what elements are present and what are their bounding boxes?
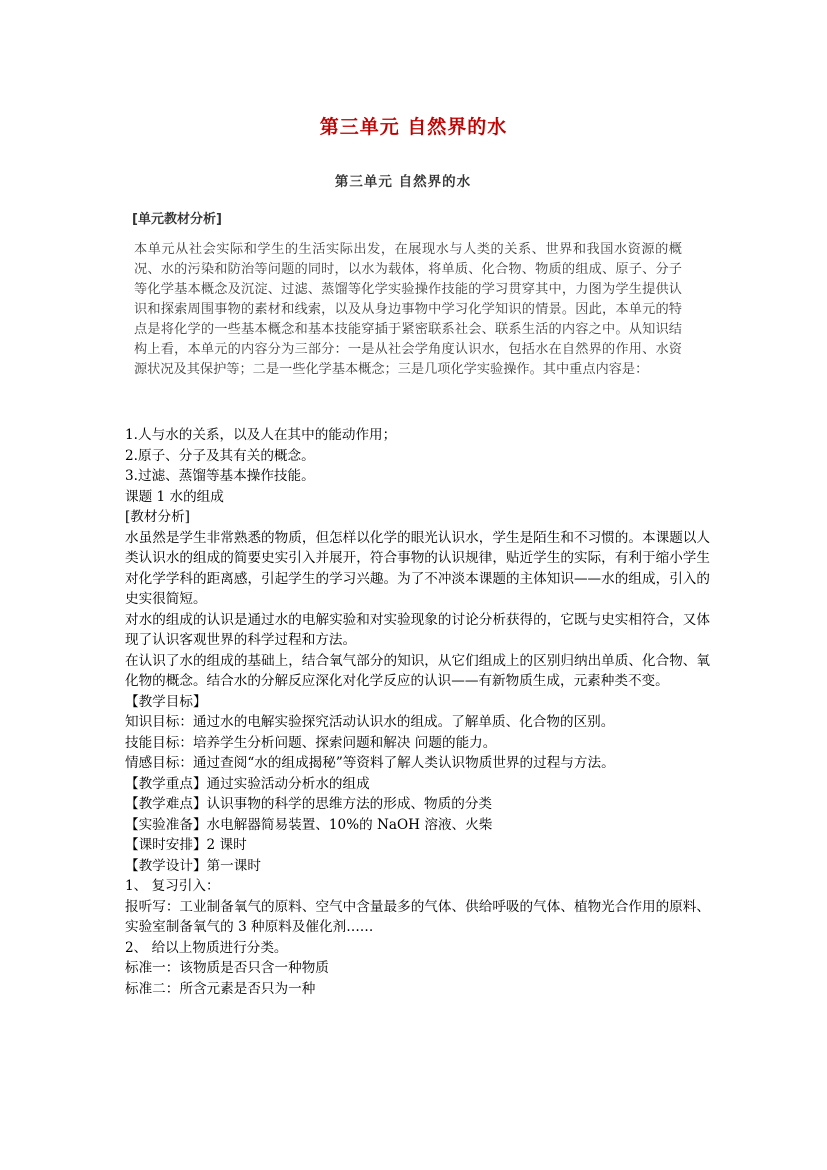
- paragraph: 在认识了水的组成的基础上，结合氧气部分的知识，从它们组成上的区别归纳出单质、化合物、氧化物的概念。结合水的分解反应深化对化学反应的认识——有新物质生成，元素种类不变。: [125, 652, 710, 689]
- lesson-heading: 课题 1 水的组成: [125, 488, 224, 505]
- text-line: 情感目标：通过查阅“水的组成揭秘”等资料了解人类认识物质世界的过程与方法。: [125, 755, 615, 771]
- text-line: 【实验准备】水电解器简易装置、10%的 NaOH 溶液、火柴: [125, 816, 493, 833]
- text-line: 3.过滤、蒸馏等基本操作技能。: [125, 468, 315, 484]
- text-line: 【教学难点】认识事物的科学的思维方法的形成、物质的分类: [125, 796, 493, 812]
- section-heading: 【教学目标】: [125, 693, 207, 710]
- text-line: 标准一：该物质是否只含一种物质: [125, 960, 329, 976]
- paragraph: 报听写：工业制备氧气的原料、空气中含量最多的气体、供给呼吸的气体、植物光合作用的原料、实验室制备氧气的 3 种原料及催化剂……: [125, 898, 710, 935]
- text-line: 1、 复习引入：: [125, 878, 220, 894]
- image-subtitle: 第三单元 自然界的水: [334, 174, 472, 190]
- paragraph: 对水的组成的认识是通过水的电解实验和对实验现象的讨论分析获得的，它既与史实相符合，又体现了认识客观世界的科学过程和方法。: [125, 611, 710, 648]
- text-line: 2.原子、分子及其有关的概念。: [125, 447, 315, 464]
- image-paragraph: 本单元从社会实际和学生的生活实际出发，在展现水与人类的关系、世界和我国水资源的概况、水的污染和防治等问题的同时，以水为载体，将单质、化合物、物质的组成、原子、分子等化学基本概念及沉淀、过滤、蒸馏等化学实验操作技能的学习贯穿其中，力图为学生提供认识和探索周围事物的素材和线索，以及从身边事物中学习化学知识的情景。因此，本单元的特点是将化学的一些基本概念和基本技能穿插于紧密联系社会、联系生活的内容之中。从知识结构上看，本单元的内容分为三部分：一是从社会学角度认识水，包括水在自然界的作用、水资源状况及其保护等；二是一些化学基本概念；三是几项化学实验操作。其中重点内容是：: [134, 242, 682, 377]
- body-text: [125, 425, 710, 999]
- text-line: 【教学重点】通过实验活动分析水的组成: [125, 775, 370, 792]
- text-line: 【课时安排】2 课时: [125, 837, 247, 853]
- section-heading: [教材分析]: [125, 509, 190, 525]
- paragraph: 水虽然是学生非常熟悉的物质，但怎样以化学的眼光认识水，学生是陌生和不习惯的。本课题以人类认识水的组成的简要史实引入并展开，符合事物的认识规律，贴近学生的实际，有利于缩小学生对化学学科的距离感，引起学生的学习兴趣。为了不冲淡本课题的主体知识——水的组成，引入的史实很简短。: [125, 529, 710, 607]
- text-line: 知识目标：通过水的电解实验探究活动认识水的组成。了解单质、化合物的区别。: [125, 714, 615, 730]
- text-line: 标准二：所含元素是否只为一种: [125, 980, 316, 997]
- text-line: 1.人与水的关系，以及人在其中的能动作用；: [125, 427, 397, 443]
- text-line: 技能目标：培养学生分析问题、探索问题和解决 问题的能力。: [125, 734, 497, 751]
- text-line: 2、 给以上物质进行分类。: [125, 939, 288, 956]
- page-title: 第三单元 自然界的水: [319, 116, 508, 138]
- text-line: 【教学设计】第一课时: [125, 857, 261, 874]
- scanned-image-block: [118, 160, 688, 422]
- image-section-heading: [单元教材分析]: [132, 212, 222, 227]
